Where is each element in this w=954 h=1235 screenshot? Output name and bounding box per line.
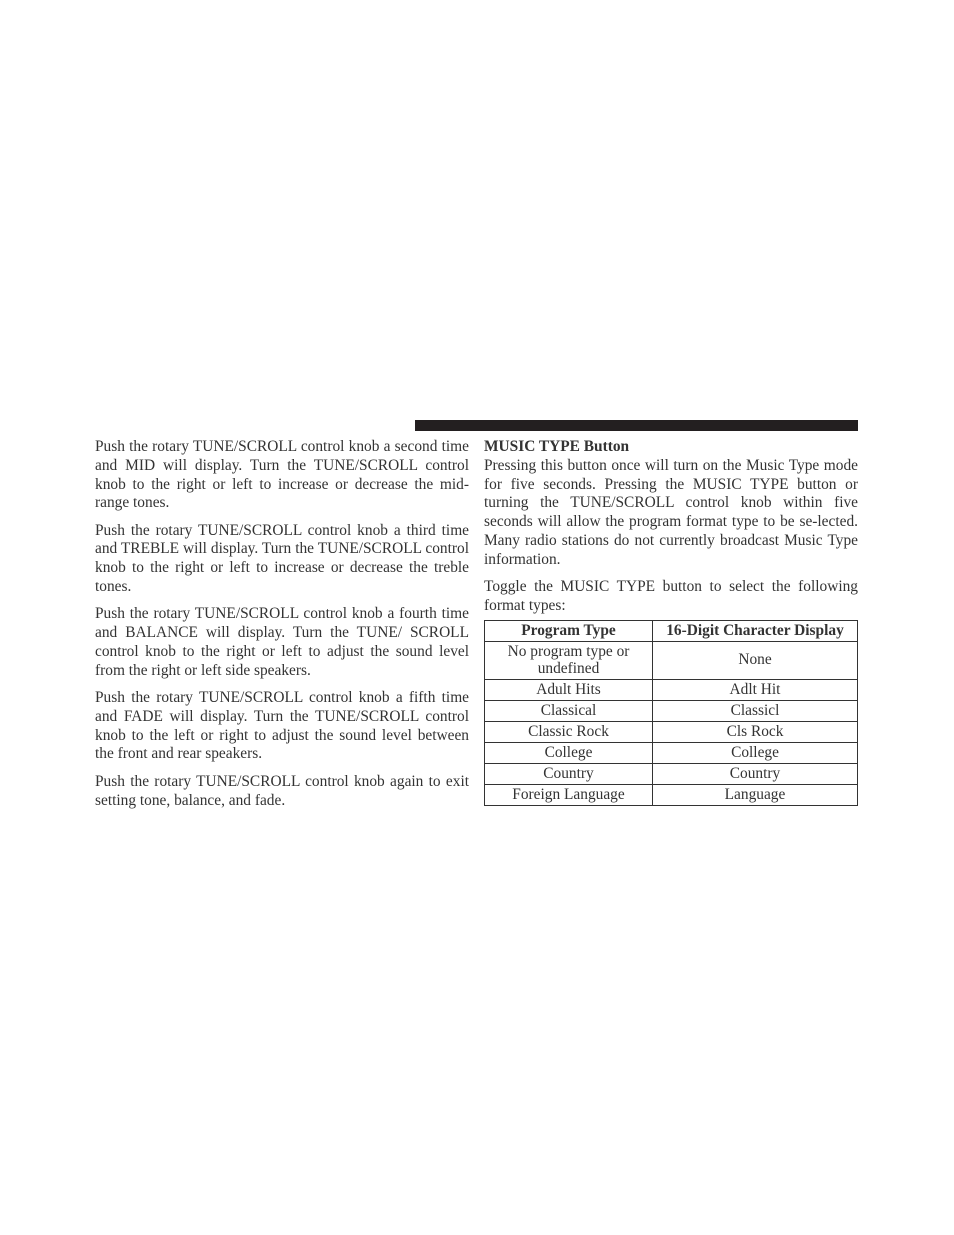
display-cell: College	[653, 742, 858, 763]
display-cell: Classicl	[653, 700, 858, 721]
display-cell: Adlt Hit	[653, 679, 858, 700]
program-type-cell: Foreign Language	[485, 784, 653, 805]
table-row	[485, 742, 858, 763]
table-row	[485, 784, 858, 805]
toggle-paragraph: Toggle the MUSIC TYPE button to select the following format types:	[484, 578, 858, 614]
section-heading: MUSIC TYPE Button	[484, 438, 630, 455]
paragraph-exit: Push the rotary TUNE/SCROLL control knob again to exit setting tone, balance, and fade.	[95, 772, 469, 809]
paragraph-mid: Push the rotary TUNE/SCROLL control knob a second time and MID will display. Turn the TUNE/SCROLL control knob to the right or left to increase or decrease the mid-range tones.	[95, 438, 469, 512]
display-cell: Country	[653, 763, 858, 784]
table-header-row	[485, 620, 858, 641]
intro-paragraph: Pressing this button once will turn on the Music Type mode for five seconds. Pressing the MUSIC TYPE button or turning the TUNE/SCROLL control knob within five seconds will allow the program format type to be se-lected. Many radio stations do not currently broadcast Music Type information.	[484, 456, 858, 568]
paragraph-balance: Push the rotary TUNE/SCROLL control knob a fourth time and BALANCE will display. Turn the TUNE/ SCROLL control knob to the right or left to adjust the sound level from the right or left side speakers.	[95, 605, 469, 679]
right-column	[484, 438, 858, 806]
left-column	[95, 438, 469, 819]
program-type-cell: Classic Rock	[485, 721, 653, 742]
table-row	[485, 641, 858, 679]
program-type-cell: No program type or undefined	[485, 641, 653, 679]
program-type-cell: Adult Hits	[485, 679, 653, 700]
paragraph-fade: Push the rotary TUNE/SCROLL control knob a fifth time and FADE will display. Turn the TUNE/SCROLL control knob to the left or right to adjust the sound level between the front and rear speakers.	[95, 689, 469, 763]
display-cell: Language	[653, 784, 858, 805]
table-row	[485, 679, 858, 700]
program-type-cell: College	[485, 742, 653, 763]
format-types-table	[484, 620, 858, 806]
display-cell: Cls Rock	[653, 721, 858, 742]
table-row	[485, 763, 858, 784]
section-header-bar	[415, 420, 858, 431]
table-row	[485, 700, 858, 721]
display-cell: None	[653, 641, 858, 679]
program-type-cell: Classical	[485, 700, 653, 721]
header-program-type: Program Type	[485, 620, 653, 641]
header-character-display: 16-Digit Character Display	[653, 620, 858, 641]
paragraph-treble: Push the rotary TUNE/SCROLL control knob a third time and TREBLE will display. Turn the TUNE/SCROLL control knob to the right or left to increase or decrease the treble tones.	[95, 521, 469, 596]
table-row	[485, 721, 858, 742]
program-type-cell: Country	[485, 763, 653, 784]
